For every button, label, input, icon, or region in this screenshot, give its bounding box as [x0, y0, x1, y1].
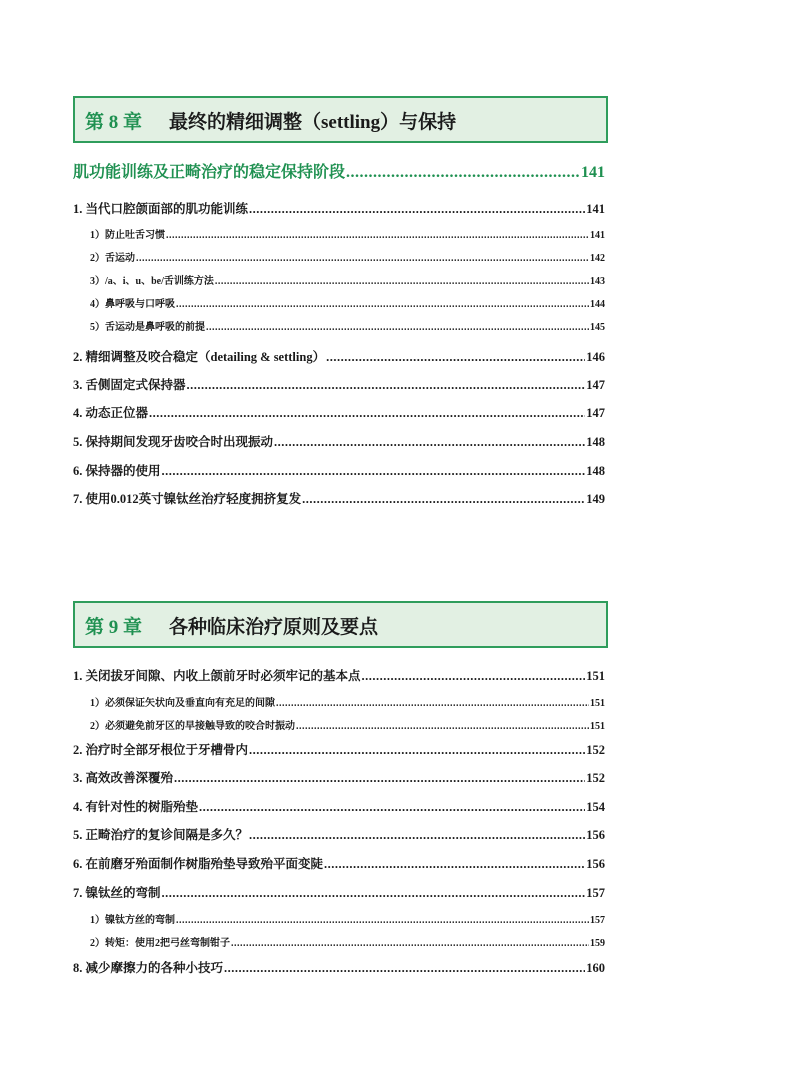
- toc-entry-title: 2. 精细调整及咬合稳定（detailing & settling）: [73, 350, 326, 364]
- dot-leader: [215, 276, 589, 287]
- toc-entry-page: 156: [586, 828, 605, 842]
- toc-entry-page: 147: [586, 378, 605, 392]
- toc-entry[interactable]: [90, 694, 605, 709]
- chapter-number: 第 9 章: [85, 617, 143, 638]
- dot-leader: [302, 492, 585, 507]
- dot-leader: [162, 464, 586, 479]
- toc-entry-page: 152: [586, 771, 605, 785]
- toc-entry-title: 3. 高效改善深覆殆: [73, 771, 174, 785]
- toc-entry-title: 1）必须保证矢状向及垂直向有充足的间隙: [90, 698, 275, 709]
- toc-entry[interactable]: [73, 797, 605, 815]
- toc-entry-page: 147: [586, 406, 605, 420]
- toc-entry-title: 7. 镍钛丝的弯制: [73, 886, 161, 900]
- toc-entry-title: 7. 使用0.012英寸镍钛丝治疗轻度拥挤复发: [73, 492, 302, 506]
- toc-entry[interactable]: [73, 461, 605, 479]
- toc-entry-page: 144: [590, 299, 605, 310]
- dot-leader: [162, 886, 586, 901]
- dot-leader: [187, 378, 586, 393]
- toc-entry-title: 5. 正畸治疗的复诊间隔是多久？: [73, 828, 249, 842]
- dot-leader: [249, 202, 585, 217]
- toc-entry-page: 141: [586, 202, 605, 216]
- dot-leader: [174, 771, 585, 786]
- dot-leader: [274, 435, 585, 450]
- toc-entry-title: 5. 保持期间发现牙齿咬合时出现振动: [73, 435, 274, 449]
- dot-leader: [149, 406, 585, 421]
- toc-entry-title: 1. 当代口腔颌面部的肌功能训练: [73, 202, 249, 216]
- toc-entry-page: 154: [586, 800, 605, 814]
- toc-entry[interactable]: [90, 295, 605, 310]
- toc-entry[interactable]: [73, 825, 605, 843]
- chapter-title: 各种临床治疗原则及要点: [169, 617, 379, 638]
- dot-leader: [326, 350, 585, 365]
- toc-entry[interactable]: [90, 249, 605, 264]
- toc-entry[interactable]: [73, 768, 605, 786]
- toc-entry-page: 159: [590, 938, 605, 949]
- toc-entry-title: 1）镍钛方丝的弯制: [90, 915, 175, 926]
- toc-entry[interactable]: [90, 226, 605, 241]
- dot-leader: [249, 828, 585, 843]
- toc-entry-page: 145: [590, 322, 605, 333]
- toc-entry[interactable]: [90, 934, 605, 949]
- toc-entry-page: 151: [586, 669, 605, 683]
- toc-entry-page: 141: [590, 230, 605, 241]
- toc-entry-title: 2. 治疗时全部牙根位于牙槽骨内: [73, 743, 249, 757]
- toc-entry[interactable]: [73, 958, 605, 976]
- toc-entry-page: 151: [590, 721, 605, 732]
- chapter-9-header: [73, 601, 608, 648]
- dot-leader: [176, 915, 589, 926]
- dot-leader: [206, 322, 589, 333]
- toc-entry-title: 8. 减少摩擦力的各种小技巧: [73, 961, 224, 975]
- dot-leader: [136, 253, 589, 264]
- toc-entry-page: 160: [586, 961, 605, 975]
- toc-entry-page: 157: [586, 886, 605, 900]
- toc-entry-page: 141: [581, 164, 605, 181]
- toc-entry-page: 146: [586, 350, 605, 364]
- toc-entry[interactable]: [73, 403, 605, 421]
- toc-entry[interactable]: [73, 666, 605, 684]
- dot-leader: [231, 938, 589, 949]
- toc-entry[interactable]: [90, 717, 605, 732]
- toc-entry-title: 4. 有针对性的树脂殆垫: [73, 800, 199, 814]
- dot-leader: [324, 857, 585, 872]
- toc-entry[interactable]: [73, 489, 605, 507]
- dot-leader: [296, 721, 589, 732]
- toc-entry-page: 149: [586, 492, 605, 506]
- toc-entry-page: 148: [586, 435, 605, 449]
- toc-entry-title: 肌功能训练及正畸治疗的稳定保持阶段: [73, 164, 346, 181]
- toc-entry[interactable]: [90, 272, 605, 287]
- toc-entry-page: 152: [586, 743, 605, 757]
- chapter-title: 最终的精细调整（settling）与保持: [169, 112, 457, 133]
- toc-entry-title: 5）舌运动是鼻呼吸的前提: [90, 322, 205, 333]
- toc-entry-title: 4）鼻呼吸与口呼吸: [90, 299, 175, 310]
- toc-entry-title: 1. 关闭拔牙间隙、内收上颌前牙时必须牢记的基本点: [73, 669, 361, 683]
- dot-leader: [346, 164, 580, 182]
- toc-entry-title: 3）/a、i、u、be/舌训练方法: [90, 276, 214, 287]
- dot-leader: [224, 961, 585, 976]
- toc-entry-page: 156: [586, 857, 605, 871]
- dot-leader: [176, 299, 589, 310]
- toc-entry-title: 1）防止吐舌习惯: [90, 230, 165, 241]
- toc-entry-title: 6. 保持器的使用: [73, 464, 161, 478]
- toc-entry-page: 142: [590, 253, 605, 264]
- toc-entry[interactable]: [73, 432, 605, 450]
- toc-entry-title: 2）舌运动: [90, 253, 135, 264]
- dot-leader: [199, 800, 585, 815]
- toc-entry-title: 3. 舌侧固定式保持器: [73, 378, 186, 392]
- toc-entry-page: 148: [586, 464, 605, 478]
- toc-entry[interactable]: [90, 318, 605, 333]
- dot-leader: [249, 743, 585, 758]
- toc-entry-page: 143: [590, 276, 605, 287]
- dot-leader: [166, 230, 589, 241]
- toc-entry[interactable]: [73, 883, 605, 901]
- toc-entry-title: 6. 在前磨牙殆面制作树脂殆垫导致殆平面变陡: [73, 857, 324, 871]
- chapter-number: 第 8 章: [85, 112, 143, 133]
- toc-entry[interactable]: [73, 159, 605, 182]
- toc-entry[interactable]: [73, 347, 605, 365]
- toc-entry[interactable]: [73, 199, 605, 217]
- toc-entry[interactable]: [73, 740, 605, 758]
- dot-leader: [276, 698, 589, 709]
- toc-entry[interactable]: [73, 375, 605, 393]
- chapter-8-header: [73, 96, 608, 143]
- toc-entry-title: 2）转矩：使用2把弓丝弯制钳子: [90, 938, 230, 949]
- toc-entry-title: 2）必须避免前牙区的早接触导致的咬合时振动: [90, 721, 295, 732]
- toc-entry[interactable]: [73, 854, 605, 872]
- toc-entry-page: 157: [590, 915, 605, 926]
- toc-entry-title: 4. 动态正位器: [73, 406, 149, 420]
- dot-leader: [362, 669, 586, 684]
- toc-entry[interactable]: [90, 911, 605, 926]
- toc-entry-page: 151: [590, 698, 605, 709]
